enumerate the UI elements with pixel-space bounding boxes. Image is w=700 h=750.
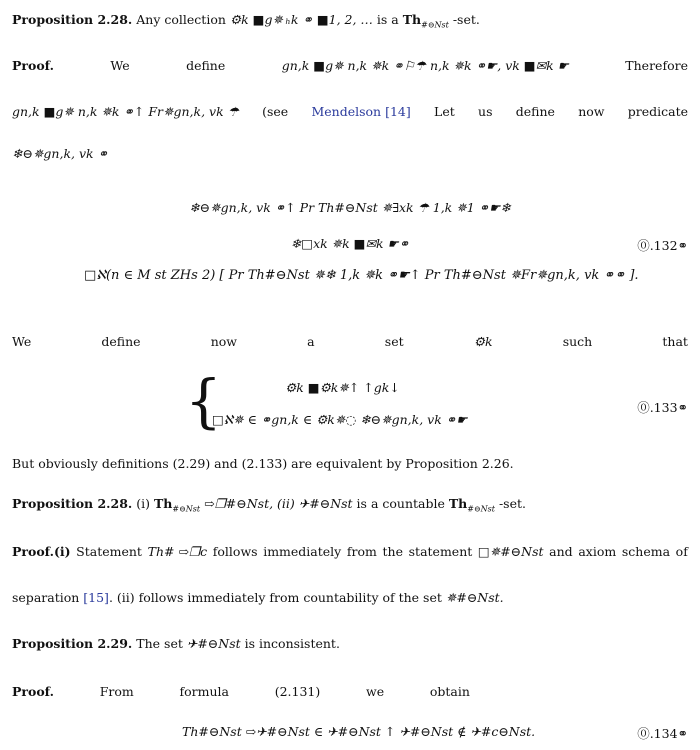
math-display: ❄□xk ✵k ■✉k ☛⚭ bbox=[290, 236, 410, 251]
word: (see bbox=[262, 104, 289, 119]
prop-label: Proposition 2.28. bbox=[12, 12, 133, 27]
prop-text: is inconsistent. bbox=[240, 636, 340, 651]
word: formula bbox=[179, 684, 229, 699]
word: We bbox=[110, 58, 130, 73]
word: (2.131) bbox=[274, 684, 321, 699]
separation-line bbox=[12, 590, 688, 605]
word: we bbox=[366, 684, 385, 699]
word: set bbox=[384, 334, 404, 349]
word: immediately bbox=[263, 544, 342, 559]
prop-228b-statement bbox=[12, 496, 688, 514]
word: statement bbox=[408, 544, 473, 559]
left-brace: { bbox=[185, 367, 222, 435]
prop-text: is a bbox=[372, 12, 403, 27]
theory-symbol: Th bbox=[402, 12, 422, 27]
word: define bbox=[101, 334, 141, 349]
eq-132-number: ⓪.132⚭ bbox=[637, 238, 688, 253]
math-inline: ✈#⊖Nst bbox=[186, 636, 241, 651]
math-display: ⚙k ■⚙k✵↑ ↑gk↓ bbox=[285, 380, 400, 395]
prop-text: -set. bbox=[448, 12, 480, 27]
prop-text: The set bbox=[132, 636, 187, 651]
word: define bbox=[515, 104, 555, 119]
citation-link[interactable]: Mendelson [14] bbox=[311, 104, 411, 119]
prop-label: Proposition 2.29. bbox=[12, 636, 133, 651]
proof-i-line bbox=[12, 544, 688, 559]
eq-134 bbox=[182, 724, 688, 739]
prop-text: is a countable bbox=[352, 496, 449, 511]
eq-133-row-2 bbox=[212, 412, 688, 427]
math-inline: gn,k ■g✵ n,k ✵k ⚭↑ Fr✵gn,k, vk ☂ bbox=[12, 104, 239, 119]
word: predicate bbox=[627, 104, 688, 119]
word: obtain bbox=[429, 684, 470, 699]
math-inline: ⚙k bbox=[473, 334, 493, 349]
word: Therefore bbox=[625, 58, 688, 73]
eq-134-number: ⓪.134⚭ bbox=[637, 726, 688, 741]
theory-symbol: Th bbox=[448, 496, 468, 511]
word: from bbox=[346, 544, 377, 559]
math-display: □ℵ✵ ∈ ⚭gn,k ∈ ⚙k✵◌ ❄⊖✵gn,k, vk ⚭☛ bbox=[212, 412, 468, 427]
equivalence-sentence: But obviously definitions (2.29) and (2.133) are equivalent by Proposition 2.26. bbox=[12, 456, 514, 471]
eq-133-row-1 bbox=[285, 380, 688, 395]
proof-label: Proof.(i) bbox=[12, 544, 71, 559]
word: separation bbox=[12, 590, 84, 605]
word: follows bbox=[212, 544, 258, 559]
math-inline: ⇨❐#⊖Nst, (ii) bbox=[200, 496, 299, 511]
word: a bbox=[307, 334, 315, 349]
predicate-line bbox=[12, 146, 688, 161]
word: such bbox=[562, 334, 593, 349]
prop-label: Proposition 2.28. bbox=[12, 496, 133, 511]
word: the bbox=[382, 544, 403, 559]
proof-line-1 bbox=[12, 58, 688, 73]
word: axiom bbox=[578, 544, 617, 559]
word: We bbox=[12, 334, 32, 349]
word: now bbox=[210, 334, 238, 349]
eq-132-line-2 bbox=[12, 236, 688, 251]
math-inline: gn,k ■g✵ n,k ✵k ⚭⚐☂ n,k ✵k ⚭☛, vk ■✉k ☛ bbox=[281, 58, 569, 73]
prop-229-statement bbox=[12, 636, 688, 651]
math-inline: Th# ⇨❐c bbox=[147, 544, 208, 559]
citation-link[interactable]: [15] bbox=[83, 590, 109, 605]
math-inline: ✵#⊖Nst. bbox=[445, 590, 504, 605]
eq-132-line-3 bbox=[84, 268, 688, 283]
word: that bbox=[662, 334, 688, 349]
word: schema bbox=[621, 544, 671, 559]
word: From bbox=[99, 684, 134, 699]
prop-text: -set. bbox=[494, 496, 526, 511]
eq-133-number: ⓪.133⚭ bbox=[637, 400, 688, 415]
proof-label: Proof. bbox=[12, 684, 54, 699]
word: define bbox=[186, 58, 226, 73]
math-inline: □✵#⊖Nst bbox=[477, 544, 544, 559]
word: . (ii) follows immediately from countability of the set bbox=[108, 590, 446, 605]
word: now bbox=[578, 104, 605, 119]
theory-subscript: #⊖Nst bbox=[467, 504, 495, 514]
math-display: ❄⊖✵gn,k, vk ⚭↑ Pr Th#⊖Nst ✵∃xk ☂ 1,k ✵1 ⚭☛❄ bbox=[189, 200, 511, 215]
math-inline: ❄⊖✵gn,k, vk ⚭ bbox=[12, 146, 109, 161]
prop-228-statement bbox=[12, 12, 688, 30]
theory-symbol: Th bbox=[154, 496, 173, 511]
word: Statement bbox=[76, 544, 142, 559]
proof-line-3 bbox=[12, 684, 470, 699]
prop-text: (i) bbox=[132, 496, 154, 511]
proof-line-2 bbox=[12, 104, 688, 119]
word: and bbox=[549, 544, 573, 559]
theory-subscript: #⊖Nst bbox=[421, 20, 449, 30]
eq-132-line-1 bbox=[12, 200, 688, 215]
math-display: Th#⊖Nst ⇨✈#⊖Nst ∈ ✈#⊖Nst ↑ ✈#⊖Nst ∉ ✈#c⊖Nst. bbox=[182, 724, 536, 739]
math-inline: ✈#⊖Nst bbox=[298, 496, 353, 511]
word: us bbox=[478, 104, 493, 119]
math-display: □ℵ(n ∈ M st ZHs 2) [ Pr Th#⊖Nst ✵❄ 1,k ✵k ⚭☛↑ Pr Th#⊖Nst ✵Fr✵gn,k, vk ⚭⚭ ]. bbox=[84, 268, 639, 283]
word: of bbox=[675, 544, 688, 559]
proof-label: Proof. bbox=[12, 58, 54, 73]
word: Let bbox=[434, 104, 455, 119]
define-set-line bbox=[12, 334, 688, 349]
prop-text: Any collection bbox=[132, 12, 230, 27]
math-inline: ⚙k ■g✵ ₕk ⚭ ■1, 2, … bbox=[229, 12, 373, 27]
theory-subscript: #⊖Nst bbox=[172, 504, 201, 514]
